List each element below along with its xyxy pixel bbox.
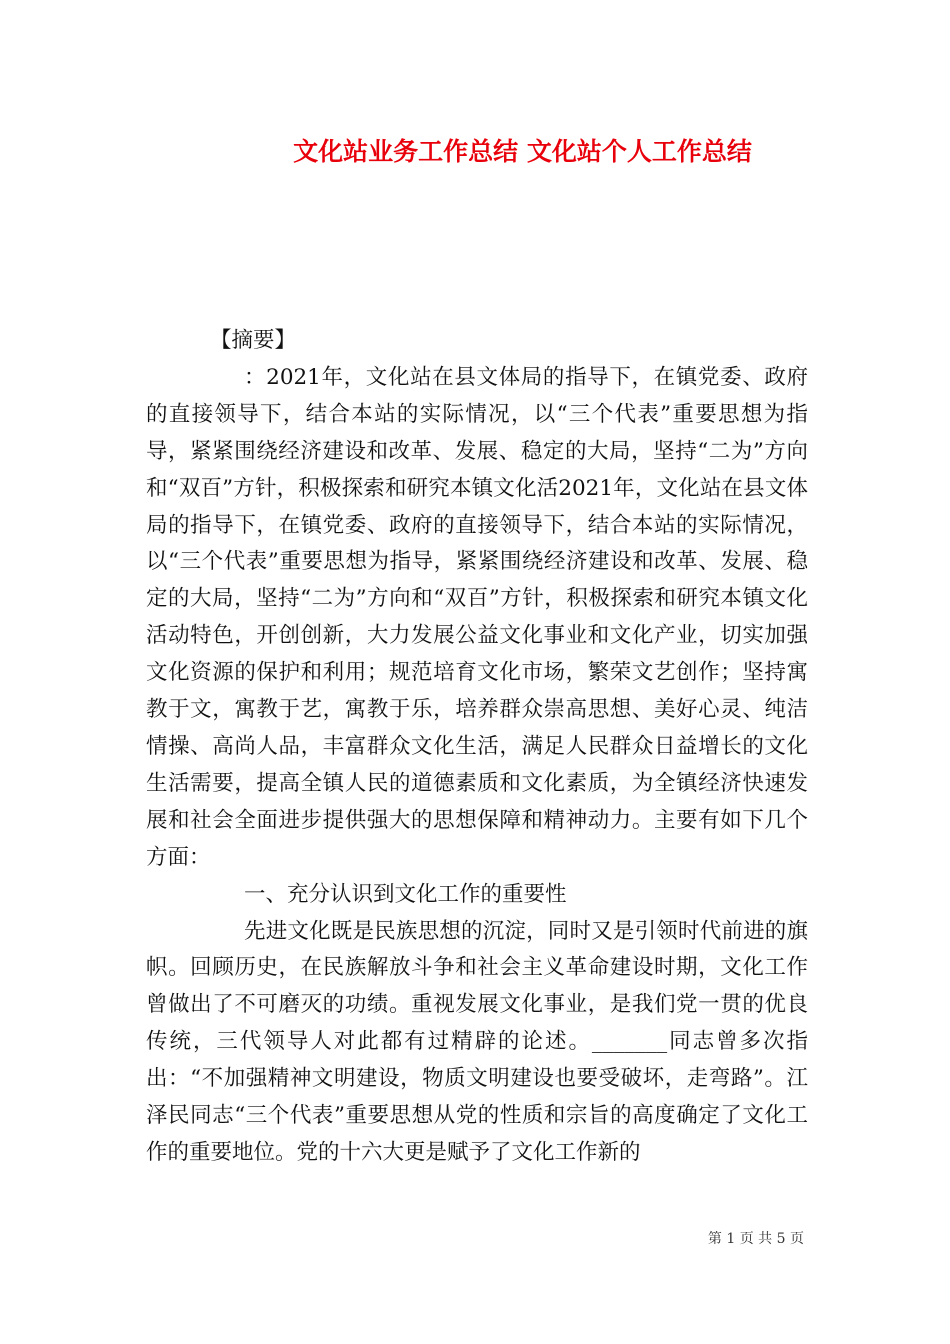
abstract-paragraph: ：2021年，文化站在县文体局的指导下，在镇党委、政府的直接领导下，结合本站的实际情况，以“三个代表”重要思想为指导，紧紧围绕经济建设和改革、发展、稳定的大局，坚持“二为”方向和“双百”方针，积极探索和研究本镇文化活2021年，文化站在县文体局的指导下，在镇党委、政府的直接领导下，结合本站的实际情况，以“三个代表”重要思想为指导，紧紧围绕经济建设和改革、发展、稳定的大局，坚持“二为”方向和“双百”方针，积极探索和研究本镇文化活动特色，开创创新，大力发展公益文化事业和文化产业，切实加强文化资源的保护和利用；规范培育文化市场，繁荣文艺创作；坚持寓教于文，寓教于艺，寓教于乐，培养群众崇高思想、美好心灵、纯洁情操、高尚人品，丰富群众文化生活，满足人民群众日益增长的文化生活需要，提高全镇人民的道德素质和文化素质，为全镇经济快速发展和社会全面进步提供强大的思想保障和精神动力。主要有如下几个方面： bbox=[146, 364, 808, 870]
body-paragraph: 先进文化既是民族思想的沉淀，同时又是引领时代前进的旗帜。回顾历史，在民族解放斗争和社会主义革命建设时期，文化工作曾做出了不可磨灭的功绩。重视发展文化事业，是我们党一贯的优良传统，三代领导人对此都有过精辟的论述。_______同志曾多次指出：“不加强精神文明建设，物质文明建设也要受破坏，走弯路”。江泽民同志“三个代表”重要思想从党的性质和宗旨的高度确定了文化工作的重要地位。党的十六大更是赋予了文化工作新的 bbox=[146, 918, 808, 1165]
abstract-label: 【摘要】 bbox=[210, 328, 297, 353]
section-heading: 一、充分认识到文化工作的重要性 bbox=[244, 881, 567, 907]
document-title: 文化站业务工作总结 文化站个人工作总结 bbox=[293, 137, 752, 166]
page-number: 第 1 页 共 5 页 bbox=[707, 1231, 804, 1247]
document-body bbox=[146, 323, 808, 1172]
